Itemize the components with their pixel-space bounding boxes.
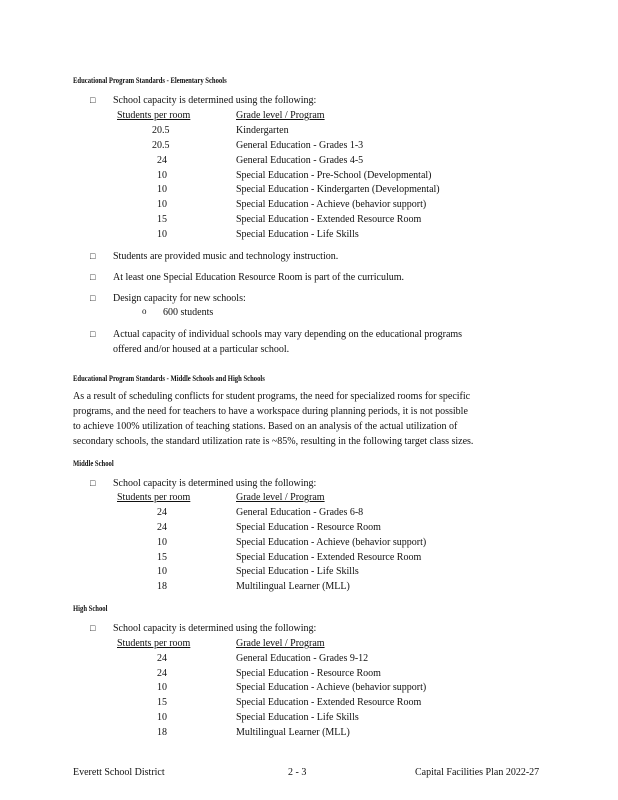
bullet-icon: □ — [90, 478, 96, 488]
design-capacity-value: 600 students — [163, 307, 214, 318]
bullet-text: Design capacity for new schools: — [113, 293, 246, 304]
table-cell-grade: Special Education - Achieve (behavior support) — [236, 682, 427, 693]
table-cell-students: 10 — [157, 682, 167, 693]
bullet-text: Actual capacity of individual schools may vary depending on the educational programs — [113, 329, 463, 340]
middle-intro: School capacity is determined using the following: — [113, 478, 317, 489]
paragraph-line: As a result of scheduling conflicts for student programs, the need for specialized rooms for specific — [73, 391, 471, 402]
table-cell-grade: Special Education - Pre-School (Developmental) — [236, 170, 432, 181]
paragraph-line: secondary schools, the standard utilization rate is ~85%, resulting in the following target class sizes. — [73, 436, 474, 447]
table-cell-grade: Kindergarten — [236, 125, 289, 136]
table-cell-students: 10 — [157, 170, 167, 181]
middle-col-grade: Grade level / Program — [236, 492, 325, 503]
bullet-icon: □ — [90, 95, 96, 105]
table-cell-grade: Special Education - Extended Resource Room — [236, 697, 422, 708]
table-cell-grade: Special Education - Resource Room — [236, 668, 381, 679]
table-cell-grade: Special Education - Resource Room — [236, 522, 381, 533]
bullet-text: Students are provided music and technology instruction. — [113, 251, 339, 262]
bullet-icon: □ — [90, 623, 96, 633]
bullet-icon: □ — [90, 293, 96, 303]
table-cell-students: 24 — [157, 653, 167, 664]
table-cell-students: 24 — [157, 668, 167, 679]
elementary-intro: School capacity is determined using the following: — [113, 95, 317, 106]
table-cell-grade: Special Education - Life Skills — [236, 712, 359, 723]
footer-plan-title: Capital Facilities Plan 2022-27 — [415, 767, 540, 778]
table-cell-grade: General Education - Grades 9-12 — [236, 653, 369, 664]
table-cell-grade: General Education - Grades 6-8 — [236, 507, 364, 518]
table-cell-students: 10 — [157, 184, 167, 195]
table-cell-students: 20.5 — [152, 125, 170, 136]
bullet-icon: □ — [90, 272, 96, 282]
table-cell-students: 10 — [157, 712, 167, 723]
high-col-students: Students per room — [117, 638, 191, 649]
sub-bullet-icon: o — [142, 306, 147, 316]
bullet-text-continued: offered and/or housed at a particular school. — [113, 344, 290, 355]
bullet-icon: □ — [90, 251, 96, 261]
high-col-grade: Grade level / Program — [236, 638, 325, 649]
table-cell-students: 10 — [157, 199, 167, 210]
middle-heading: Middle School — [73, 458, 114, 468]
table-cell-students: 18 — [157, 581, 167, 592]
table-cell-grade: General Education - Grades 1-3 — [236, 140, 364, 151]
paragraph-line: to achieve 100% utilization of teaching stations. Based on an analysis of the actual utilization of — [73, 421, 458, 432]
bullet-text: At least one Special Education Resource Room is part of the curriculum. — [113, 272, 405, 283]
table-cell-grade: Special Education - Life Skills — [236, 566, 359, 577]
table-cell-students: 24 — [157, 155, 167, 166]
table-cell-grade: Special Education - Extended Resource Room — [236, 214, 422, 225]
secondary-heading: Educational Program Standards - Middle Schools and High Schools — [73, 373, 265, 383]
table-cell-students: 15 — [157, 697, 167, 708]
paragraph-line: programs, and the need for teachers to have a workspace during planning periods, it is not possible — [73, 406, 468, 417]
high-heading: High School — [73, 603, 108, 613]
table-cell-students: 24 — [157, 507, 167, 518]
table-cell-grade: Multilingual Learner (MLL) — [236, 581, 350, 592]
middle-col-students: Students per room — [117, 492, 191, 503]
table-cell-grade: General Education - Grades 4-5 — [236, 155, 364, 166]
footer-district: Everett School District — [73, 767, 165, 778]
table-cell-grade: Special Education - Achieve (behavior support) — [236, 199, 427, 210]
table-cell-students: 10 — [157, 566, 167, 577]
elementary-col-students: Students per room — [117, 110, 191, 121]
table-cell-students: 24 — [157, 522, 167, 533]
table-cell-students: 10 — [157, 229, 167, 240]
table-cell-students: 20.5 — [152, 140, 170, 151]
table-cell-students: 15 — [157, 214, 167, 225]
table-cell-grade: Special Education - Extended Resource Room — [236, 552, 422, 563]
elementary-heading: Educational Program Standards - Elementary Schools — [73, 75, 227, 85]
table-cell-grade: Special Education - Kindergarten (Developmental) — [236, 184, 440, 195]
table-cell-students: 18 — [157, 727, 167, 738]
table-cell-grade: Special Education - Achieve (behavior support) — [236, 537, 427, 548]
table-cell-grade: Special Education - Life Skills — [236, 229, 359, 240]
bullet-icon: □ — [90, 329, 96, 339]
footer-page-number: 2 - 3 — [288, 767, 307, 778]
high-intro: School capacity is determined using the following: — [113, 623, 317, 634]
table-cell-grade: Multilingual Learner (MLL) — [236, 727, 350, 738]
elementary-col-grade: Grade level / Program — [236, 110, 325, 121]
table-cell-students: 15 — [157, 552, 167, 563]
table-cell-students: 10 — [157, 537, 167, 548]
